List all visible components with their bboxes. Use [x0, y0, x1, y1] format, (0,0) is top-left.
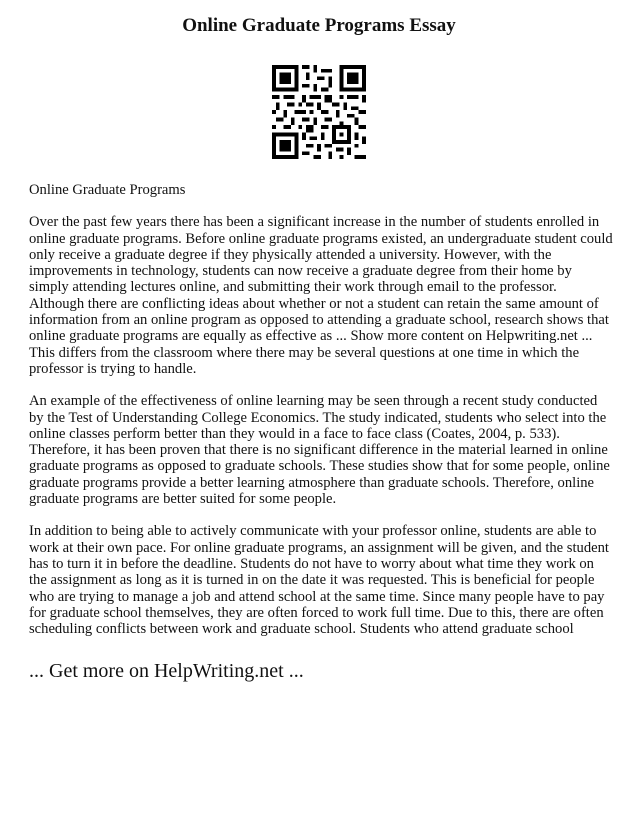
- qr-code-icon: [272, 65, 366, 159]
- page-title: Online Graduate Programs Essay: [182, 15, 456, 36]
- essay-body: [29, 182, 614, 653]
- paragraph: This differs from the classroom where there may be several questions at one time in which the professor is trying to handle.: [29, 344, 580, 377]
- essay-heading: Online Graduate Programs: [29, 182, 186, 198]
- paragraph: An example of the effectiveness of online learning may be seen through a recent study conducted by the Test of Understanding College Economics. The study indicated, students who select into the online classes perform better than they would in a face to face class (Coates, 2004, p. 533). Therefore, it has been proven that there is no significant difference in the material learned in online graduate programs as opposed to graduate schools. These studies show that for some people, online graduate programs provide a better learning atmosphere than graduate schools. Therefore, online graduate programs are better suited for some people.: [29, 393, 610, 508]
- paragraph: Over the past few years there has been a significant increase in the number of students enrolled in online graduate programs. Before online graduate programs existed, an undergraduate student could only receive a graduate degree if they physically attended a university. However, with the improvements in technology, students can now receive a graduate degree from their home by simply attending lectures online, and submitting their work through email to the professor. Although there are conflicting ideas about whether or not a student can retain the same amount of information from an online program as opposed to attending a graduate school, research shows that online graduate programs are equally as effective as ... Show more content on Helpwriting.net ...: [29, 214, 613, 345]
- paragraph: In addition to being able to actively communicate with your professor online, students are able to work at their own pace. For online graduate programs, an assignment will be given, and the student has to turn it in before the deadline. Students do not have to worry about what time they work on the assignment as long as it is turned in on the date it was requested. This is beneficial for people who are trying to manage a job and attend school at the same time. Since many people have to pay for graduate school themselves, they are often forced to work full time. Due to this, there are often scheduling conflicts between work and graduate school. Students who attend graduate school: [29, 523, 609, 638]
- get-more-link[interactable]: ... Get more on HelpWriting.net ...: [29, 660, 304, 682]
